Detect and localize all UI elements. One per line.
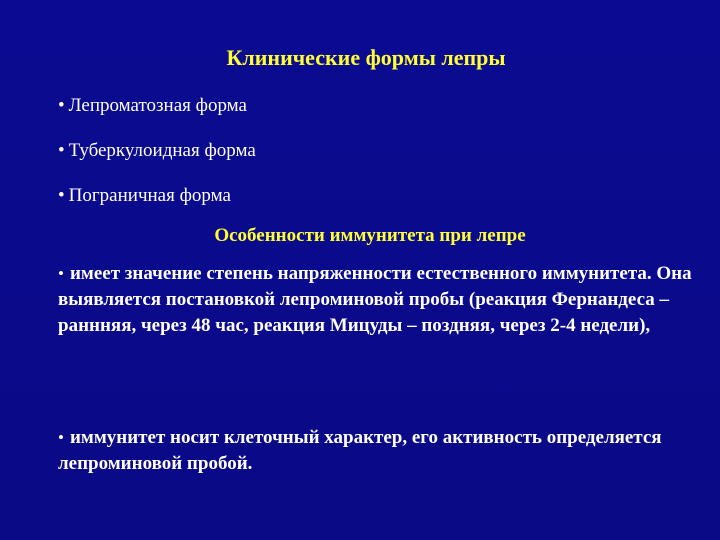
paragraph-text: иммунитет носит клеточный характер, его активность определяется лепроминовой пробой. <box>58 427 662 474</box>
bullet-icon: • <box>58 95 65 116</box>
bullet-icon: • <box>58 264 64 283</box>
paragraph-text: имеет значение степень напряженности естественного иммунитета. Она выявляется постановкой лепроминовой пробы (реакция Фернандеса –раннняя, через 48 час, реакция Мицуды – поздняя, через 2-4 недели), <box>58 263 692 336</box>
list-item-label: Пограничная форма <box>68 185 231 206</box>
section-title: Особенности иммунитета при лепре <box>214 225 526 246</box>
bullet-icon: • <box>58 140 65 161</box>
bullet-icon: • <box>58 428 64 447</box>
list-item <box>58 184 256 208</box>
list-item-label: Туберкулоидная форма <box>68 140 256 161</box>
forms-list <box>58 94 256 208</box>
bullet-icon: • <box>58 185 65 206</box>
list-item <box>58 139 256 163</box>
slide-title: Клинические формы лепры <box>226 45 506 70</box>
immunity-paragraph-2 <box>58 425 698 477</box>
immunity-paragraph-1 <box>58 261 698 339</box>
list-item <box>58 94 256 118</box>
list-item-label: Лепроматозная форма <box>68 95 247 116</box>
